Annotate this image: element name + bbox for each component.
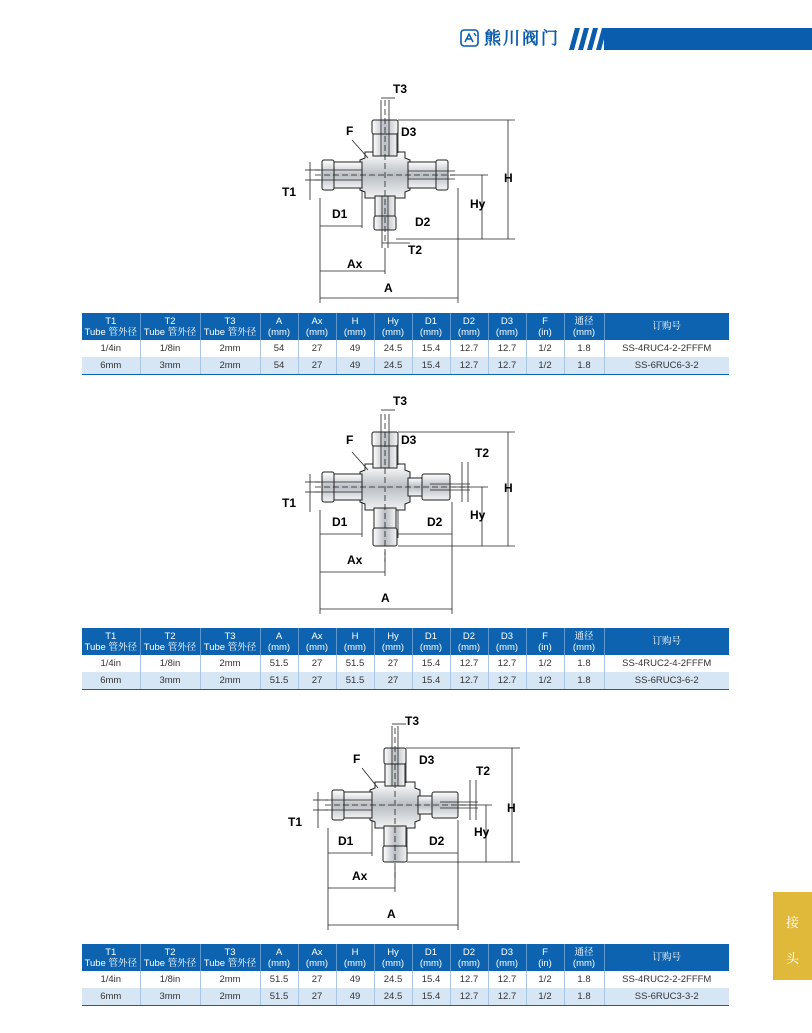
table-cell: 49 <box>336 971 374 988</box>
table-cell: 27 <box>374 672 412 690</box>
label-t2: T2 <box>476 764 491 778</box>
column-header: 订购号 <box>604 944 729 971</box>
column-header: A (mm) <box>260 628 298 655</box>
table-cell: 54 <box>260 357 298 375</box>
table-cell: 1.8 <box>564 988 604 1006</box>
table-cell: 12.7 <box>450 988 488 1006</box>
spec-table-2 <box>82 628 729 690</box>
table-cell: 27 <box>374 655 412 672</box>
column-header: 通径 (mm) <box>564 628 604 655</box>
header-bar <box>604 28 812 50</box>
table-cell: 12.7 <box>450 357 488 375</box>
column-header: H (mm) <box>336 313 374 340</box>
order-number-cell: SS-4RUC2-4-2FFFM <box>604 655 729 672</box>
label-d1: D1 <box>332 207 348 221</box>
column-header: D2 (mm) <box>450 628 488 655</box>
column-header: D1 (mm) <box>412 628 450 655</box>
label-d2: D2 <box>427 515 443 529</box>
label-t1: T1 <box>282 496 297 510</box>
label-a: A <box>384 281 393 295</box>
table-cell: 12.7 <box>450 655 488 672</box>
table-cell: 51.5 <box>260 672 298 690</box>
column-header: T3 Tube 管外径 <box>200 628 260 655</box>
table-cell: 27 <box>298 672 336 690</box>
table-cell: 6mm <box>82 357 140 375</box>
table-cell: 6mm <box>82 672 140 690</box>
table-row <box>82 988 729 1006</box>
column-header: 通径 (mm) <box>564 944 604 971</box>
table-cell: 1.8 <box>564 672 604 690</box>
table-cell: 2mm <box>200 357 260 375</box>
column-header: Hy (mm) <box>374 313 412 340</box>
column-header: Hy (mm) <box>374 944 412 971</box>
table-row <box>82 672 729 690</box>
column-header: T1 Tube 管外径 <box>82 944 140 971</box>
side-tab-char-1: 接 <box>785 916 799 931</box>
label-a: A <box>387 907 396 921</box>
column-header: T2 Tube 管外径 <box>140 944 200 971</box>
brand-name: 熊川阀门 <box>484 29 560 49</box>
spec-table-1 <box>82 313 729 375</box>
table-cell: 24.5 <box>374 988 412 1006</box>
column-header: T2 Tube 管外径 <box>140 313 200 340</box>
order-number-cell: SS-6RUC6-3-2 <box>604 357 729 375</box>
label-f: F <box>346 433 354 447</box>
spec-table-3 <box>82 944 729 1006</box>
table-cell: 2mm <box>200 655 260 672</box>
table-header-row <box>82 313 729 340</box>
label-d1: D1 <box>332 515 348 529</box>
column-header: T1 Tube 管外径 <box>82 313 140 340</box>
table-cell: 12.7 <box>488 988 526 1006</box>
table-row <box>82 655 729 672</box>
label-t2: T2 <box>408 243 423 257</box>
table-cell: 6mm <box>82 988 140 1006</box>
valve-logo-icon <box>459 27 481 49</box>
label-a: A <box>381 591 390 605</box>
table-cell: 15.4 <box>412 357 450 375</box>
column-header: Ax (mm) <box>298 628 336 655</box>
column-header: T1 Tube 管外径 <box>82 628 140 655</box>
column-header: F (in) <box>526 944 564 971</box>
fitting-diagram-3 <box>280 708 530 933</box>
table-cell: 3mm <box>140 988 200 1006</box>
column-header: F (in) <box>526 313 564 340</box>
column-header: A (mm) <box>260 944 298 971</box>
label-h: H <box>504 481 513 495</box>
table-cell: 51.5 <box>336 672 374 690</box>
label-f: F <box>353 752 361 766</box>
column-header: D1 (mm) <box>412 944 450 971</box>
side-tab-char-2: 头 <box>785 952 799 967</box>
table-cell: 24.5 <box>374 971 412 988</box>
table-cell: 12.7 <box>450 340 488 357</box>
label-t3: T3 <box>405 714 420 728</box>
table-cell: 1/8in <box>140 971 200 988</box>
column-header: D3 (mm) <box>488 313 526 340</box>
label-d3: D3 <box>419 753 435 767</box>
column-header: H (mm) <box>336 944 374 971</box>
table-cell: 3mm <box>140 357 200 375</box>
table-cell: 12.7 <box>488 672 526 690</box>
header-stripes <box>569 28 609 50</box>
table-cell: 15.4 <box>412 672 450 690</box>
table-cell: 51.5 <box>260 988 298 1006</box>
table-row <box>82 971 729 988</box>
table-cell: 49 <box>336 357 374 375</box>
table-cell: 1.8 <box>564 655 604 672</box>
label-ax: Ax <box>347 257 363 271</box>
table-cell: 1/4in <box>82 971 140 988</box>
table-cell: 24.5 <box>374 357 412 375</box>
column-header: D1 (mm) <box>412 313 450 340</box>
table-row <box>82 357 729 375</box>
table-cell: 51.5 <box>260 655 298 672</box>
column-header: T3 Tube 管外径 <box>200 313 260 340</box>
label-ax: Ax <box>347 553 363 567</box>
column-header: T3 Tube 管外径 <box>200 944 260 971</box>
table-cell: 2mm <box>200 971 260 988</box>
table-cell: 1/2 <box>526 357 564 375</box>
table-cell: 3mm <box>140 672 200 690</box>
table-cell: 12.7 <box>450 672 488 690</box>
table-cell: 27 <box>298 988 336 1006</box>
table-cell: 27 <box>298 655 336 672</box>
label-t3: T3 <box>393 82 408 96</box>
label-h: H <box>507 801 516 815</box>
column-header: Hy (mm) <box>374 628 412 655</box>
column-header: 订购号 <box>604 628 729 655</box>
table-cell: 27 <box>298 357 336 375</box>
label-hy: Hy <box>474 825 490 839</box>
table-cell: 1/2 <box>526 971 564 988</box>
label-hy: Hy <box>470 508 486 522</box>
label-d2: D2 <box>415 215 431 229</box>
table-cell: 12.7 <box>488 655 526 672</box>
table-cell: 1.8 <box>564 340 604 357</box>
table-header-row <box>82 944 729 971</box>
fitting-diagram-2 <box>270 392 520 617</box>
table-cell: 1.8 <box>564 357 604 375</box>
table-cell: 1/4in <box>82 655 140 672</box>
table-cell: 15.4 <box>412 655 450 672</box>
table-cell: 24.5 <box>374 340 412 357</box>
table-cell: 51.5 <box>336 655 374 672</box>
table-cell: 49 <box>336 988 374 1006</box>
label-d2: D2 <box>429 834 445 848</box>
label-d3: D3 <box>401 125 417 139</box>
table-cell: 1/8in <box>140 655 200 672</box>
column-header: F (in) <box>526 628 564 655</box>
table-cell: 1/2 <box>526 340 564 357</box>
column-header: D2 (mm) <box>450 313 488 340</box>
label-h: H <box>504 171 513 185</box>
category-side-tab <box>773 892 812 980</box>
table-cell: 54 <box>260 340 298 357</box>
table-cell: 1/2 <box>526 672 564 690</box>
column-header: T2 Tube 管外径 <box>140 628 200 655</box>
label-f: F <box>346 124 354 138</box>
order-number-cell: SS-6RUC3-3-2 <box>604 988 729 1006</box>
table-cell: 12.7 <box>488 971 526 988</box>
fitting-diagram-1 <box>270 78 520 308</box>
column-header: D3 (mm) <box>488 628 526 655</box>
table-cell: 49 <box>336 340 374 357</box>
column-header: D3 (mm) <box>488 944 526 971</box>
table-cell: 15.4 <box>412 988 450 1006</box>
table-cell: 1.8 <box>564 971 604 988</box>
table-cell: 15.4 <box>412 340 450 357</box>
label-t3: T3 <box>393 394 408 408</box>
column-header: 通径 (mm) <box>564 313 604 340</box>
column-header: 订购号 <box>604 313 729 340</box>
label-d3: D3 <box>401 433 417 447</box>
table-cell: 12.7 <box>450 971 488 988</box>
table-cell: 27 <box>298 971 336 988</box>
table-cell: 2mm <box>200 340 260 357</box>
label-t1: T1 <box>282 185 297 199</box>
order-number-cell: SS-4RUC2-2-2FFFM <box>604 971 729 988</box>
table-cell: 51.5 <box>260 971 298 988</box>
table-cell: 27 <box>298 340 336 357</box>
order-number-cell: SS-4RUC4-2-2FFFM <box>604 340 729 357</box>
table-cell: 2mm <box>200 988 260 1006</box>
label-ax: Ax <box>352 869 368 883</box>
label-d1: D1 <box>338 834 354 848</box>
table-cell: 15.4 <box>412 971 450 988</box>
table-cell: 12.7 <box>488 340 526 357</box>
table-cell: 1/4in <box>82 340 140 357</box>
page-header <box>0 0 812 60</box>
column-header: Ax (mm) <box>298 313 336 340</box>
table-cell: 12.7 <box>488 357 526 375</box>
column-header: Ax (mm) <box>298 944 336 971</box>
table-cell: 2mm <box>200 672 260 690</box>
label-hy: Hy <box>470 197 486 211</box>
order-number-cell: SS-6RUC3-6-2 <box>604 672 729 690</box>
table-row <box>82 340 729 357</box>
table-cell: 1/2 <box>526 988 564 1006</box>
label-t1: T1 <box>288 815 303 829</box>
column-header: A (mm) <box>260 313 298 340</box>
column-header: D2 (mm) <box>450 944 488 971</box>
table-cell: 1/2 <box>526 655 564 672</box>
table-cell: 1/8in <box>140 340 200 357</box>
label-t2: T2 <box>475 446 490 460</box>
table-header-row <box>82 628 729 655</box>
column-header: H (mm) <box>336 628 374 655</box>
